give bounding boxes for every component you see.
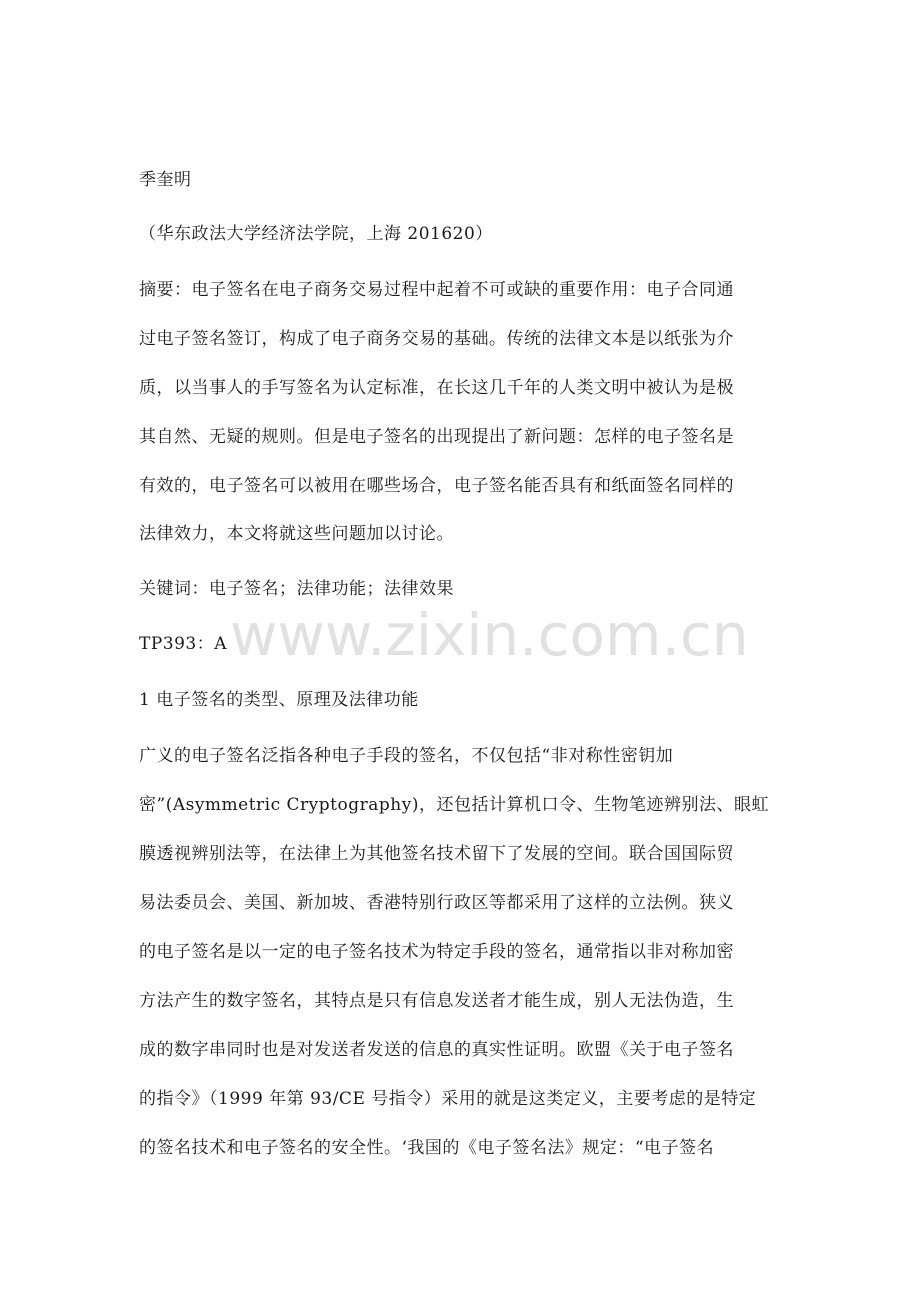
section-heading: 1 电子签名的类型、原理及法律功能	[139, 690, 419, 710]
body-line: 成的数字串同时也是对发送者发送的信息的真实性证明。欧盟《关于电子签名	[139, 1040, 734, 1060]
abstract-line: 有效的，电子签名可以被用在哪些场合，电子签名能否具有和纸面签名同样的	[139, 476, 734, 496]
body-line: 易法委员会、美国、新加坡、香港特别行政区等都采用了这样的立法例。狭义	[139, 893, 734, 913]
abstract-line: 其自然、无疑的规则。但是电子签名的出现提出了新问题：怎样的电子签名是	[139, 427, 734, 447]
abstract-line: 法律效力，本文将就这些问题加以讨论。	[139, 524, 454, 544]
body-line: 广义的电子签名泛指各种电子手段的签名，不仅包括“非对称性密钥加	[139, 746, 674, 766]
keywords: 关键词：电子签名；法律功能；法律效果	[139, 579, 454, 599]
watermark: www.zixin.com.cn	[230, 601, 749, 669]
body-line: 的签名技术和电子签名的安全性。‘我国的《电子签名法》规定：“电子签名	[139, 1138, 715, 1158]
author-affiliation: （华东政法大学经济法学院，上海 201620）	[139, 224, 493, 244]
abstract-line: 摘要：电子签名在电子商务交易过程中起着不可或缺的重要作用：电子合同通	[139, 280, 734, 300]
body-line: 密”(Asymmetric Cryptography)，还包括计算机口令、生物笔迹辨别法、眼虹	[139, 795, 769, 815]
body-line: 的电子签名是以一定的电子签名技术为特定手段的签名，通常指以非对称加密	[139, 942, 734, 962]
abstract-line: 质，以当事人的手写签名为认定标准，在长这几千年的人类文明中被认为是极	[139, 378, 734, 398]
classification-code: TP393：A	[139, 634, 228, 654]
body-line: 的指令》（1999 年第 93/CE 号指令）采用的就是这类定义，主要考虑的是特定	[139, 1089, 757, 1109]
body-line: 膜透视辨别法等，在法律上为其他签名技术留下了发展的空间。联合国国际贸	[139, 844, 734, 864]
abstract-line: 过电子签名签订，构成了电子商务交易的基础。传统的法律文本是以纸张为介	[139, 329, 734, 349]
body-line: 方法产生的数字签名，其特点是只有信息发送者才能生成，别人无法伪造，生	[139, 991, 734, 1011]
author-name: 季奎明	[139, 170, 192, 190]
